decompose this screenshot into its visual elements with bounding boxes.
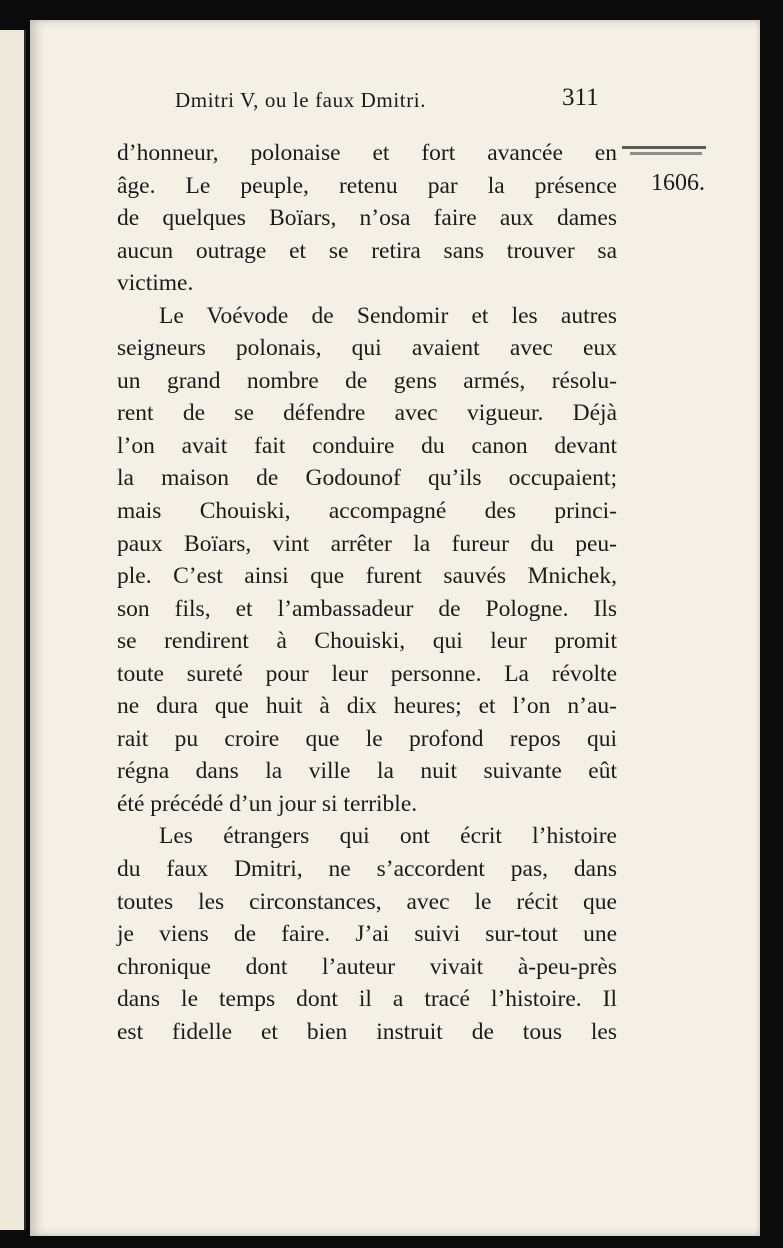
text-line: un grand nombre de gens armés, résolu- <box>117 367 617 394</box>
text-line: ne dura que huit à dix heures; et l’on n’au- <box>117 693 617 720</box>
text-line: été précédé d’un jour si terrible. <box>117 790 418 817</box>
page-number: 311 <box>562 84 599 111</box>
text-line: son fils, et l’ambassadeur de Pologne. Ils <box>117 595 617 622</box>
text-line: rent de se défendre avec vigueur. Déjà <box>117 400 617 427</box>
text-line: dans le temps dont il a tracé l’histoire. Il <box>117 986 617 1013</box>
text-line: est fidelle et bien instruit de tous les <box>117 1018 617 1045</box>
text-line: mais Chouiski, accompagné des princi- <box>117 498 617 525</box>
text-line: de quelques Boïars, n’osa faire aux dames <box>117 205 617 232</box>
text-line: aucun outrage et se retira sans trouver sa <box>117 237 617 264</box>
text-line: du faux Dmitri, ne s’accordent pas, dans <box>117 856 617 883</box>
text-line: rait pu croire que le profond repos qui <box>117 725 617 752</box>
text-line: chronique dont l’auteur vivait à-peu-près <box>117 953 617 980</box>
previous-page-edge <box>0 30 26 1230</box>
text-line: paux Boïars, vint arrêter la fureur du peu- <box>117 530 617 557</box>
margin-mark <box>622 146 706 149</box>
text-line: Les étrangers qui ont écrit l’histoire <box>159 823 617 850</box>
text-line: se rendirent à Chouiski, qui leur promit <box>117 628 617 655</box>
text-line: âge. Le peuple, retenu par la présence <box>117 172 617 199</box>
text-line: je viens de faire. J’ai suivi sur-tout une <box>117 921 617 948</box>
text-line: l’on avait fait conduire du canon devant <box>117 432 617 459</box>
margin-mark <box>630 152 702 155</box>
text-line: toutes les circonstances, avec le récit que <box>117 888 617 915</box>
margin-year-note: 1606. <box>651 170 705 196</box>
text-line: victime. <box>117 270 194 297</box>
text-line: régna dans la ville la nuit suivante eût <box>117 758 617 785</box>
text-line: Le Voévode de Sendomir et les autres <box>159 302 617 329</box>
text-line: seigneurs polonais, qui avaient avec eux <box>117 335 617 362</box>
text-line: toute sureté pour leur personne. La révolte <box>117 660 617 687</box>
text-line: d’honneur, polonaise et fort avancée en <box>117 140 617 166</box>
text-line: ple. C’est ainsi que furent sauvés Mnichek, <box>117 563 617 590</box>
text-line: la maison de Godounof qu’ils occupaient; <box>117 465 617 492</box>
body-text <box>117 137 617 1048</box>
running-title: Dmitri V, ou le faux Dmitri. <box>175 88 427 112</box>
